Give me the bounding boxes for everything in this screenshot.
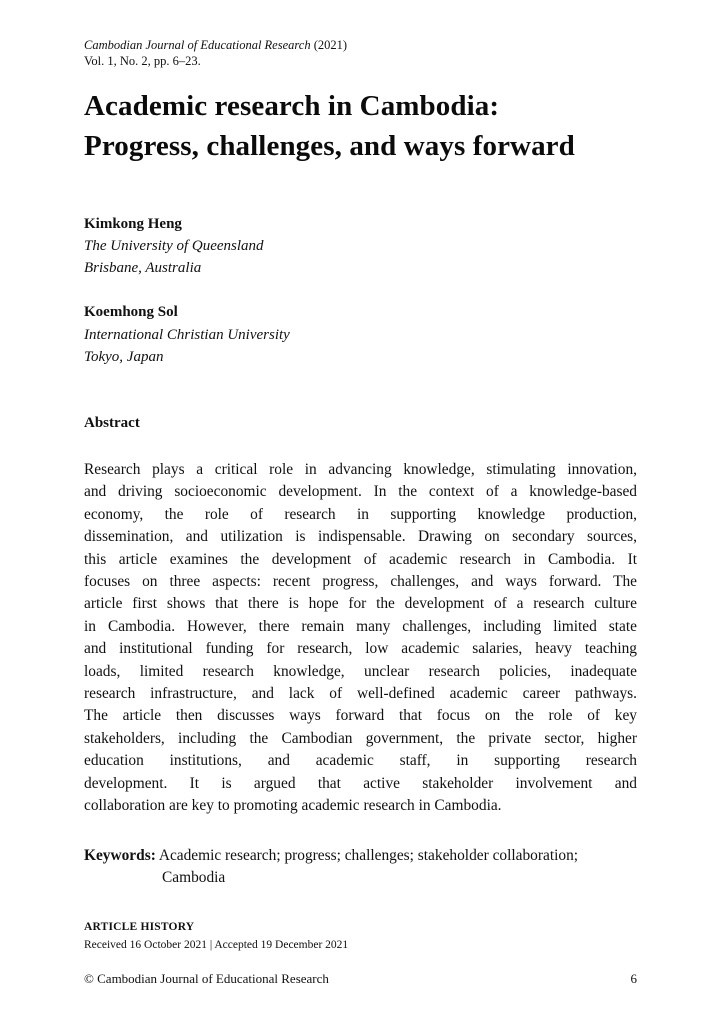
abstract-line: focuses on three aspects: recent progress, challenges, and ways forward. The — [84, 573, 637, 591]
page-number: 6 — [630, 971, 637, 986]
abstract-line: The article then discusses ways forward that focus on the role of key — [84, 707, 637, 725]
abstract-line: research infrastructure, and lack of well-defined academic career pathways. — [84, 685, 637, 703]
volume-info: Vol. 1, No. 2, pp. 6–23. — [84, 54, 201, 68]
journal-citation — [84, 37, 347, 53]
footer-copyright: © Cambodian Journal of Educational Research — [84, 971, 329, 986]
abstract-line: article first shows that there is hope for the development of a research culture — [84, 595, 637, 613]
abstract-line: education institutions, and academic staff, in supporting research — [84, 752, 637, 770]
author-affiliation: The University of Queensland — [84, 238, 264, 254]
author-location: Brisbane, Australia — [84, 260, 202, 276]
abstract-line: development. It is argued that active stakeholder involvement and — [84, 774, 637, 792]
keywords-row — [84, 845, 644, 867]
journal-name: Cambodian Journal of Educational Research — [84, 38, 311, 52]
abstract-line: collaboration are key to promoting academic research in Cambodia. — [84, 797, 502, 815]
abstract-line: economy, the role of research in supporting knowledge production, — [84, 505, 637, 523]
abstract-body — [84, 459, 637, 818]
abstract-line: loads, limited research knowledge, unclear research policies, inadequate — [84, 662, 637, 680]
author-name: Koemhong Sol — [84, 304, 178, 320]
abstract-line: this article examines the development of academic research in Cambodia. It — [84, 550, 637, 568]
keywords-list: Academic research; progress; challenges; stakeholder collaboration; — [158, 847, 579, 864]
article-history-heading: ARTICLE HISTORY — [84, 921, 195, 933]
article-history-dates: Received 16 October 2021 | Accepted 19 December 2021 — [84, 939, 349, 951]
abstract-heading: Abstract — [84, 415, 140, 431]
abstract-line: Research plays a critical role in advancing knowledge, stimulating innovation, — [84, 461, 637, 478]
keywords-continuation: Cambodia — [162, 869, 226, 886]
author-location: Tokyo, Japan — [84, 349, 164, 365]
article-title — [84, 86, 664, 166]
author-name: Kimkong Heng — [84, 216, 182, 232]
keywords-label: Keywords: — [84, 847, 156, 864]
author-affiliation: International Christian University — [84, 327, 290, 343]
abstract-line: in Cambodia. However, there remain many challenges, including limited state — [84, 617, 637, 635]
title-line: Academic research in Cambodia: — [84, 90, 500, 122]
keywords — [84, 845, 644, 889]
title-line: Progress, challenges, and ways forward — [84, 130, 575, 162]
abstract-line: dissemination, and utilization is indispensable. Drawing on secondary sources, — [84, 528, 637, 546]
journal-year: (2021) — [313, 38, 348, 52]
abstract-line: and institutional funding for research, low academic salaries, heavy teaching — [84, 640, 637, 658]
abstract-line: stakeholders, including the Cambodian government, the private sector, higher — [84, 729, 637, 747]
abstract-line: and driving socioeconomic development. In the context of a knowledge-based — [84, 483, 637, 501]
